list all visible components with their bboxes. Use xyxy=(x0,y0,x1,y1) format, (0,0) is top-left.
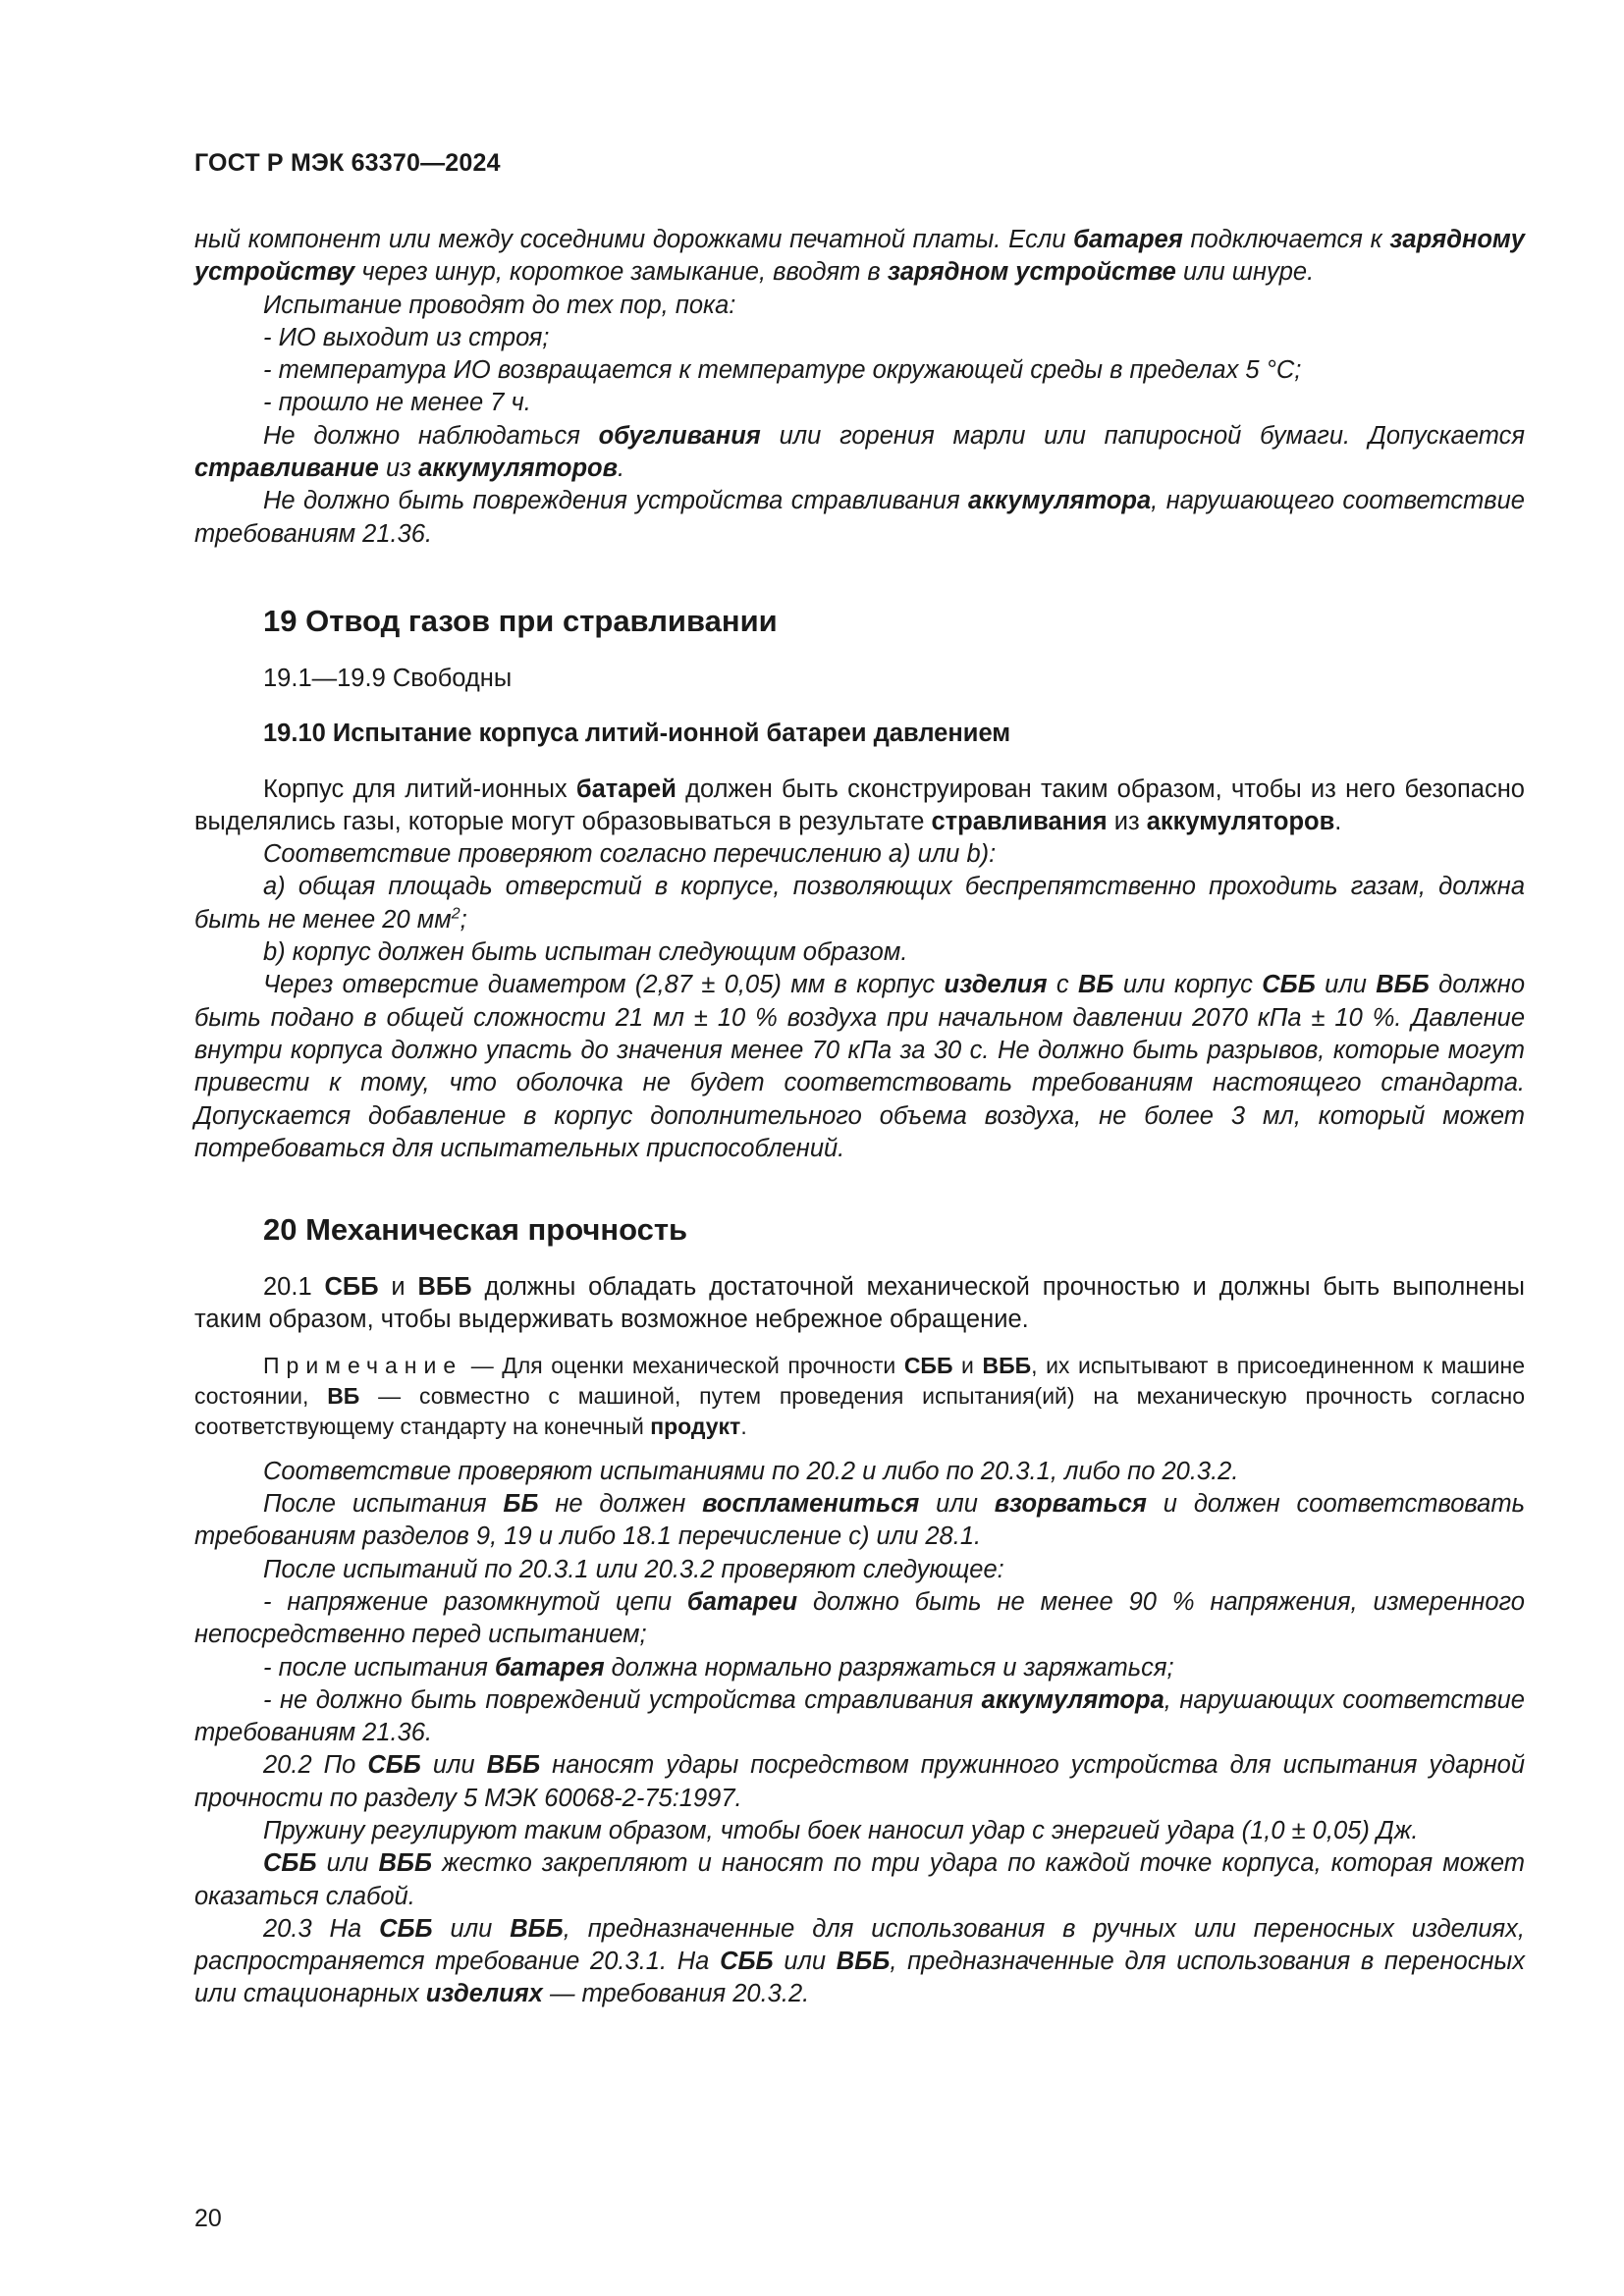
check-list-item: - напряжение разомкнутой цепи батареи должно быть не менее 90 % напряжения, измеренного непосредственно перед испытанием; xyxy=(194,1587,1525,1649)
until-item: - прошло не менее 7 ч. xyxy=(263,389,531,417)
body-paragraph: Корпус для литий-ионных батарей должен быть сконструирован таким образом, чтобы из него безопасно выделялись газы, которые могут образовываться в результате стравливания из аккумуляторов. xyxy=(194,774,1525,835)
section-19-free-clauses: 19.1—19.9 Свободны xyxy=(263,664,513,692)
section-19-heading: 19 Отвод газов при стравливании xyxy=(263,603,778,638)
continuation-paragraph: ный компонент или между соседними дорожками печатной платы. Если батарея подключается к зарядному устройству через шнур, короткое замыкание, вводят в зарядном устройстве или шнуре. xyxy=(194,226,1525,287)
until-item: - температура ИО возвращается к температуре окружающей среды в пределах 5 °С; xyxy=(263,356,1302,385)
spring-paragraph: Пружину регулируют таким образом, чтобы боек наносил удар с энергией удара (1,0 ± 0,05) Дж. xyxy=(263,1816,1419,1844)
compliance-check: Соответствие проверяют согласно перечислению a) или b): xyxy=(263,840,997,869)
clause-20-2: 20.2 По СББ или ВББ наносят удары посредством пружинного устройства для испытания ударной прочности по разделу 5 МЭК 60068-2-75:1997. xyxy=(194,1751,1525,1812)
page-number: 20 xyxy=(194,2205,222,2232)
check-list-item: - после испытания батарея должна нормально разряжаться и заряжаться; xyxy=(263,1653,1174,1682)
clause-20-3: 20.3 На СББ или ВББ, предназначенные для использования в ручных или переносных изделиях, распространяется требование 20.3.1. На СББ или ВББ, предназначенные для использования в переносных или стационарных изделиях — требования 20.3.2. xyxy=(194,1914,1525,2008)
note: Примечание — Для оценки механической прочности СББ и ВББ, их испытывают в присоединенном к машине состоянии, ВБ — совместно с машиной, путем проведения испытания(ий) на механическую прочность согласно соответствующему стандарту на конечный продукт. xyxy=(194,1352,1526,1439)
test-procedure: Через отверстие диаметром (2,87 ± 0,05) мм в корпус изделия с ВБ или корпус СББ или ВББ должно быть подано в общей сложности 21 мл ± 10 % воздуха при начальном давлении 2070 кПа ± 10 %. Давление внутри корпуса должно упасть до значения менее 70 кПа за 30 с. Не должно быть разрывов, которые могут привести к тому, что оболочка не будет соответствовать требованиям настоящего стандарта. Допускается добавление в корпус дополнительного объема воздуха, не более 3 мл, который может потребоваться для испытательных приспособлений. xyxy=(194,971,1526,1162)
clause-20-1: 20.1 СББ и ВББ должны обладать достаточной механической прочностью и должны быть выполнены таким образом, чтобы выдерживать возможное небрежное обращение. xyxy=(194,1273,1525,1334)
after-test-paragraph: После испытания ББ не должен воспламениться или взорваться и должен соответствовать требованиям разделов 9, 19 и либо 18.1 перечисление с) или 28.1. xyxy=(194,1490,1525,1551)
until-item: - ИО выходит из строя; xyxy=(263,323,550,351)
fixing-paragraph: СББ или ВББ жестко закрепляют и наносят по три удара по каждой точке корпуса, которая может оказаться слабой. xyxy=(194,1849,1525,1910)
subsection-19-10-heading: 19.10 Испытание корпуса литий-ионной батареи давлением xyxy=(263,720,1011,748)
document-header: ГОСТ Р МЭК 63370—2024 xyxy=(194,149,501,177)
check-list-item: - не должно быть повреждений устройства стравливания аккумулятора, нарушающих соответствие требованиям 21.36. xyxy=(194,1685,1525,1747)
requirement-paragraph: Не должно быть повреждения устройства стравливания аккумулятора, нарушающего соответствие требованиям 21.36. xyxy=(194,487,1525,548)
section-20-heading: 20 Механическая прочность xyxy=(263,1212,688,1248)
document-body xyxy=(194,224,1525,2011)
list-item-a: a) общая площадь отверстий в корпусе, позволяющих беспрепятственно проходить газам, должна быть не менее 20 $мм^2$; xyxy=(194,873,1525,934)
after-test-paragraph: После испытаний по 20.3.1 или 20.3.2 проверяют следующее: xyxy=(263,1555,1004,1583)
requirement-paragraph: Не должно наблюдаться обугливания или горения марли или папиросной бумаги. Допускается стравливание из аккумуляторов. xyxy=(194,421,1525,483)
compliance-check: Соответствие проверяют испытаниями по 20.2 и либо по 20.3.1, либо по 20.3.2. xyxy=(263,1457,1239,1485)
list-item-b: b) корпус должен быть испытан следующим образом. xyxy=(263,938,908,967)
until-intro: Испытание проводят до тех пор, пока: xyxy=(263,291,736,319)
